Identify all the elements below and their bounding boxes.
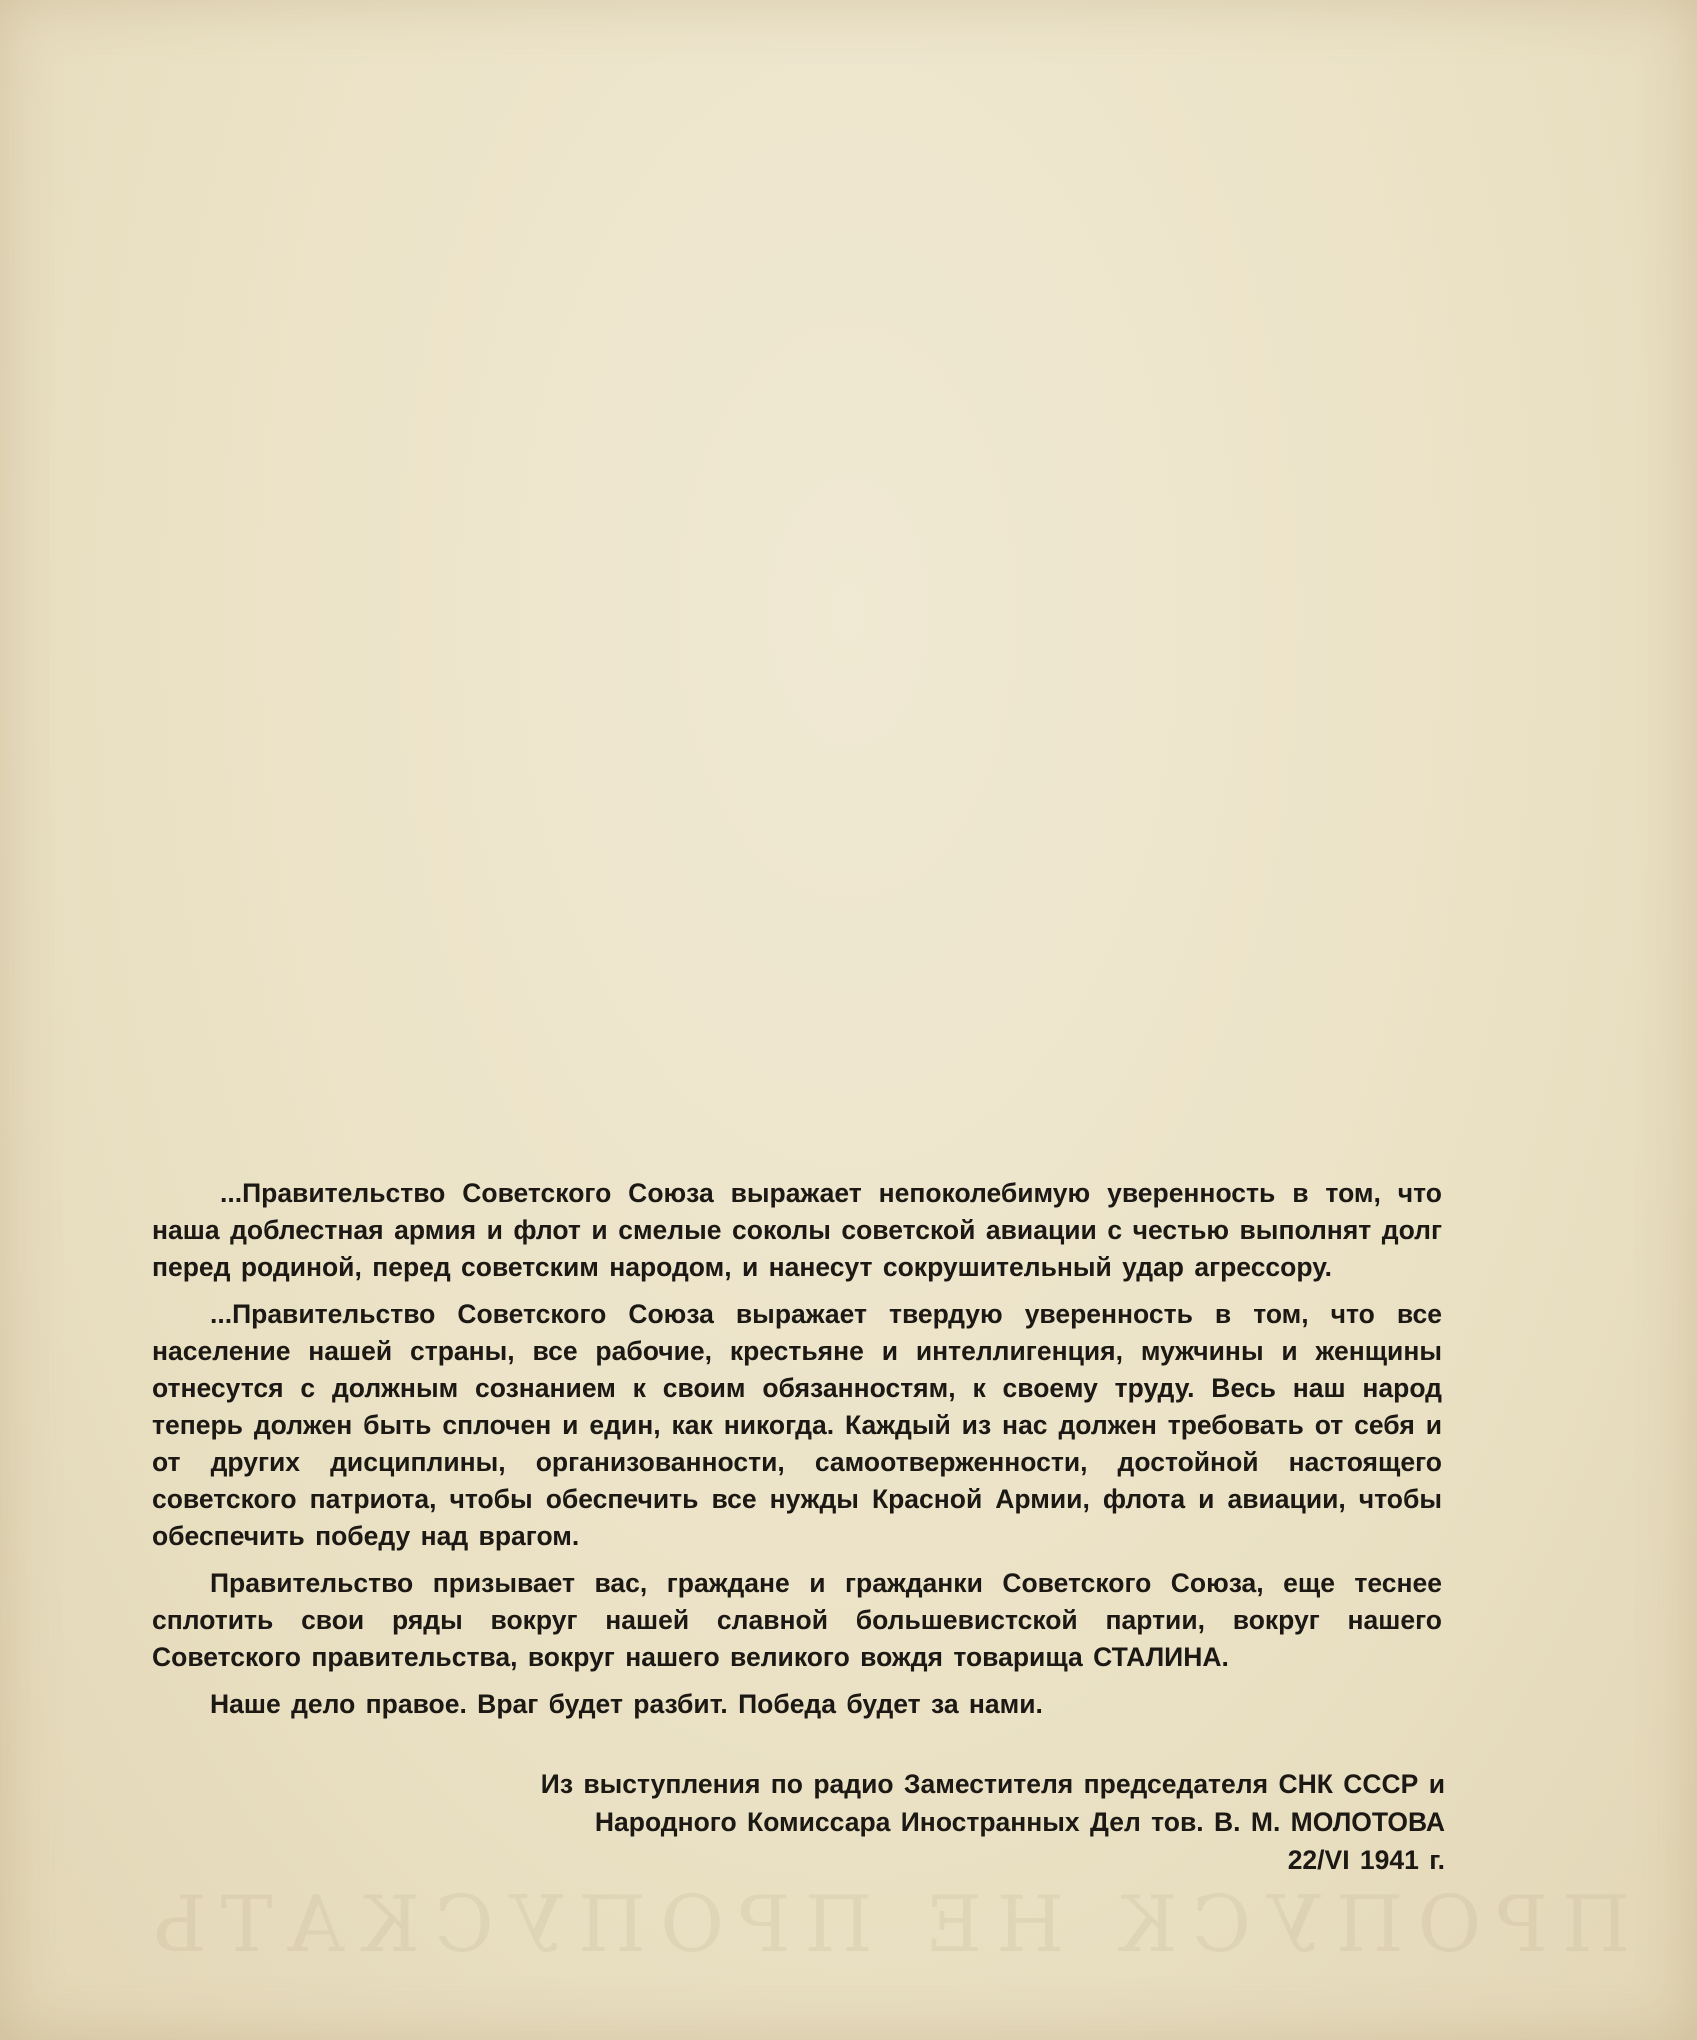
- attribution-line-2: Народного Комиссара Иностранных Дел тов. В. М. МОЛОТОВА: [594, 1807, 1445, 1837]
- paragraph-1: ...Правительство Советского Союза выражает непоколебимую уверенность в том, что наша доблестная армия и флот и смелые соколы советской авиации с честью выполнят долг перед родиной, перед советским народом, и нанесут сокрушительный удар агрессору.: [152, 1178, 1442, 1282]
- speech-excerpt: [152, 1175, 1442, 1733]
- paragraph-2: ...Правительство Советского Союза выражает твердую уверенность в том, что все население нашей страны, все рабочие, крестьяне и интеллигенция, мужчины и женщины отнесутся с должным сознанием к своим обязанностям, к своему труду. Весь наш народ теперь должен быть сплочен и един, как никогда. Каждый из нас должен требовать от себя и от других дисциплины, организованности, самоотверженности, достойной настоящего советского патриота, чтобы обеспечить все нужды Красной Армии, флота и авиации, чтобы обеспечить победу над врагом.: [152, 1299, 1442, 1551]
- attribution-date: 22/VI 1941 г.: [1287, 1845, 1445, 1875]
- bleed-through-ghost-text: ПРОПУСК НЕ ПРОПУСКАТЬ: [140, 1880, 1630, 1970]
- attribution-line-1: Из выступления по радио Заместителя председателя СНК СССР и: [540, 1769, 1445, 1799]
- paragraph-3: Правительство призывает вас, граждане и гражданки Советского Союза, еще теснее сплотить свои ряды вокруг нашей славной большевистской партии, вокруг нашего Советского правительства, вокруг нашего великого вождя товарища СТАЛИНА.: [152, 1568, 1442, 1672]
- paragraph-4: Наше дело правое. Враг будет разбит. Победа будет за нами.: [210, 1689, 1043, 1719]
- attribution: [445, 1765, 1445, 1879]
